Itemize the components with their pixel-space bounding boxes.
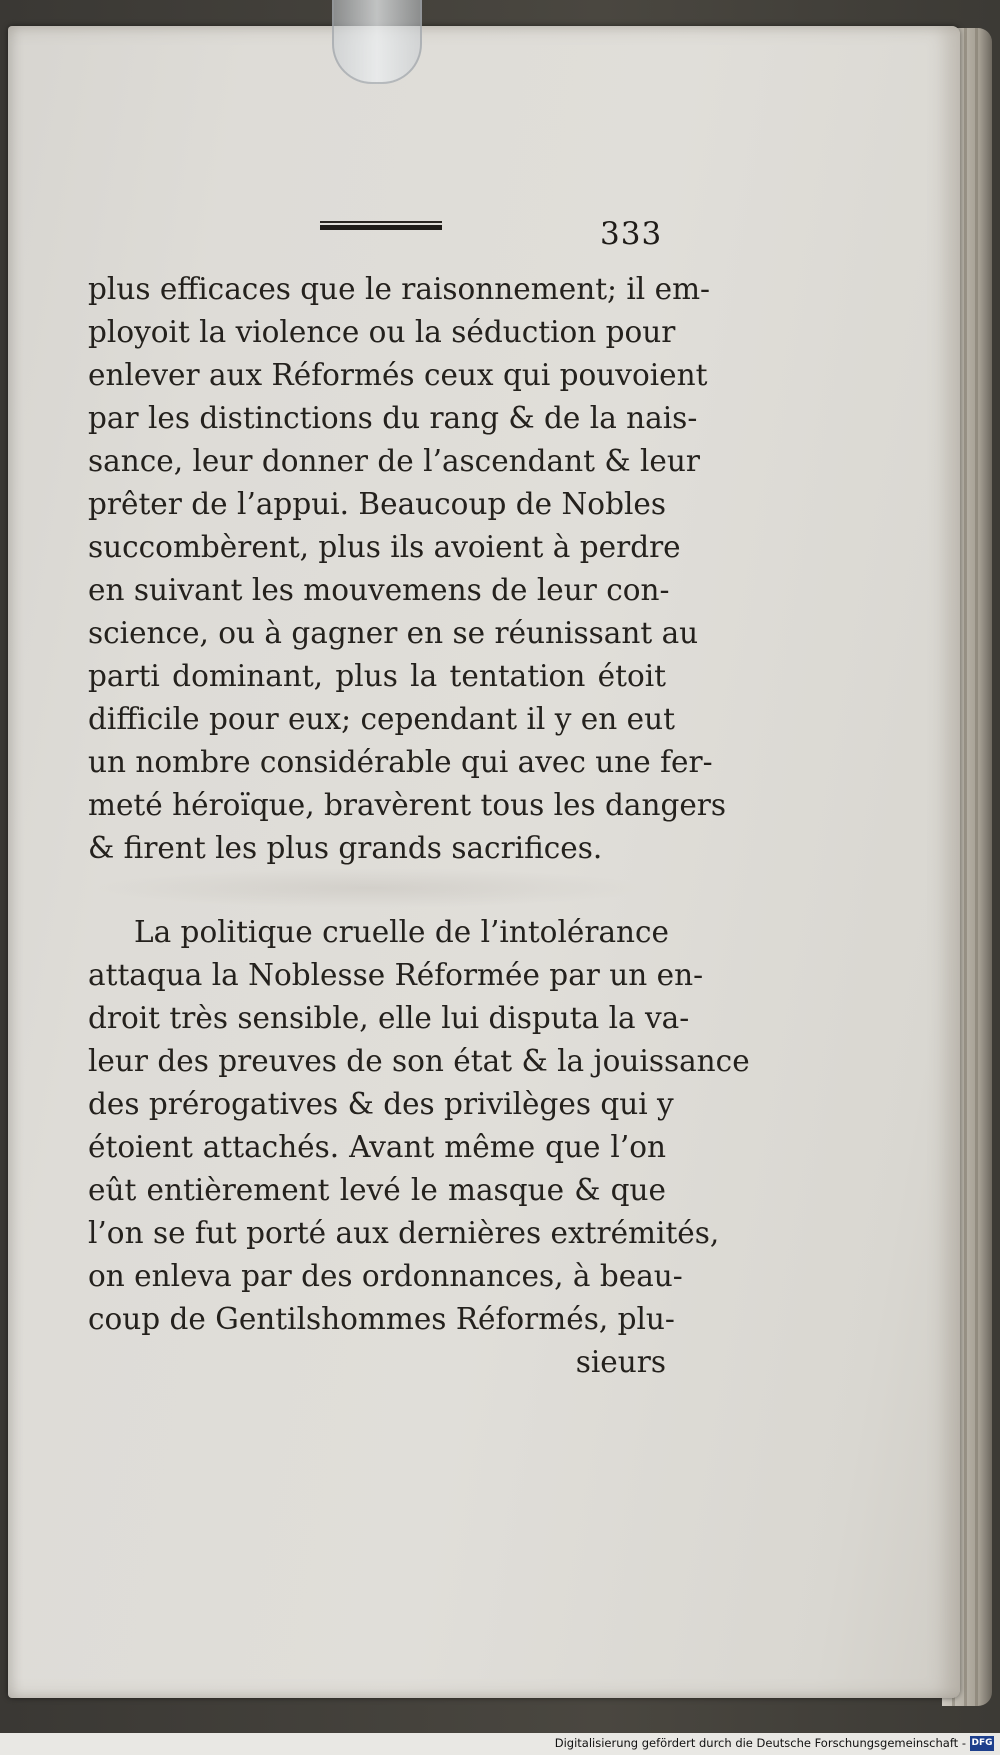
text-line: meté héroïque, bravèrent tous les dangers <box>88 788 727 822</box>
page-clip <box>332 0 422 84</box>
text-line: par les distinctions du rang & de la nais- <box>88 401 698 435</box>
paragraph-2 <box>88 911 750 1341</box>
text-line: parti dominant, plus la tentation étoit <box>88 659 666 693</box>
text-line: un nombre considérable qui avec une fer- <box>88 745 713 779</box>
text-line: coup de Gentilshommes Réformés, plu- <box>88 1302 675 1336</box>
header-rule <box>320 221 442 230</box>
text-line: droit très sensible, elle lui disputa la va- <box>88 1001 690 1035</box>
dfg-logo: DFG <box>970 1736 994 1751</box>
paragraph-1 <box>88 268 727 870</box>
text-line: en suivant les mouvemens de leur con- <box>88 573 670 607</box>
text-line: attaqua la Noblesse Réformée par un en- <box>88 958 704 992</box>
page-number: 333 <box>600 216 663 252</box>
text-line: sance, leur donner de l’ascendant & leur <box>88 444 700 478</box>
paragraph-gap <box>88 870 666 911</box>
text-line: étoient attachés. Avant même que l’on <box>88 1130 666 1164</box>
text-line: plus efficaces que le raisonnement; il em- <box>88 272 711 306</box>
text-line: on enleva par des ordonnances, à beau- <box>88 1259 683 1293</box>
text-line: science, ou à gagner en se réunissant au <box>88 616 699 650</box>
text-line: ployoit la violence ou la séduction pour <box>88 315 676 349</box>
text-line: La politique cruelle de l’intolérance <box>134 915 670 949</box>
text-line: eût entièrement levé le masque & que <box>88 1173 666 1207</box>
text-line: des prérogatives & des privilèges qui y <box>88 1087 674 1121</box>
footer-credit: Digitalisierung gefördert durch die Deutsche Forschungsgemeinschaft - <box>554 1736 966 1750</box>
text-line: & firent les plus grands sacrifices. <box>88 831 603 865</box>
catchword: sieurs <box>575 1345 666 1379</box>
text-line: prêter de l’appui. Beaucoup de Nobles <box>88 487 666 521</box>
text-line: l’on se fut porté aux dernières extrémités, <box>88 1216 720 1250</box>
text-line: difficile pour eux; cependant il y en eut <box>88 702 675 736</box>
text-line: leur des preuves de son état & la jouissance <box>88 1044 750 1078</box>
body-text <box>88 268 750 1384</box>
text-line: succombèrent, plus ils avoient à perdre <box>88 530 681 564</box>
text-line: enlever aux Réformés ceux qui pouvoient <box>88 358 708 392</box>
